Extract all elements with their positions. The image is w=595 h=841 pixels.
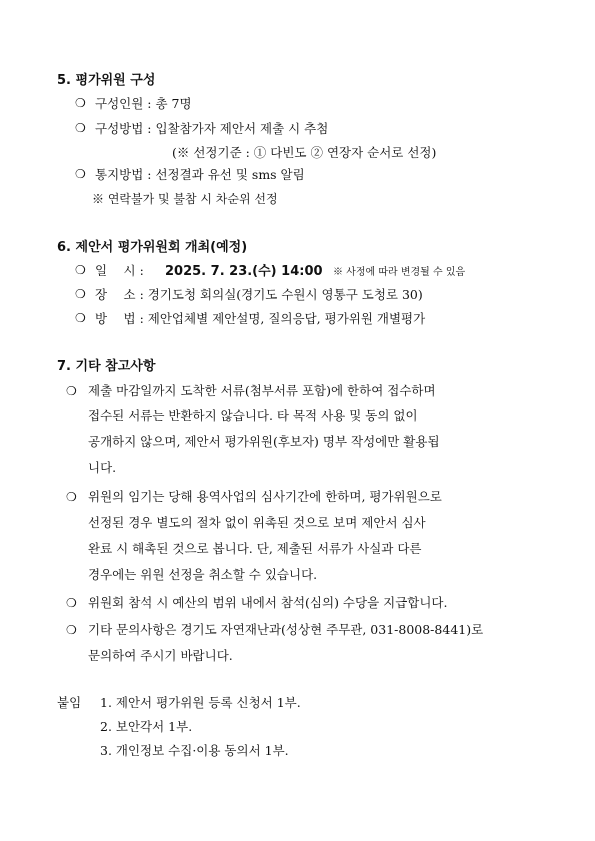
meeting-method: 방 법 : 제안업체별 제안설명, 질의응답, 평가위원 개별평가 [95,311,426,326]
note-2-line-1: 위원의 임기는 당해 용역사업의 심사기간에 한하며, 평가위원으로 [88,489,442,504]
note-1-line-2: 접수된 서류는 반환하지 않습니다. 타 목적 사용 및 동의 없이 [88,408,418,423]
attachment-3: 3. 개인정보 수집·이용 동의서 1부. [100,743,289,758]
note-4-line-2: 문의하여 주시기 바랍니다. [88,648,233,663]
attachment-label: 붙임 [57,695,82,710]
meeting-place: 장 소 : 경기도청 회의실(경기도 수원시 영통구 도청로 30) [95,287,423,302]
note-1-line-1: 제출 마감일까지 도착한 서류(첨부서류 포함)에 한하여 접수하며 [88,383,436,398]
bullet-icon: ❍ [75,121,86,135]
meeting-date-note: ※ 사정에 따라 변경될 수 있음 [333,267,466,278]
meeting-date-value: 2025. 7. 23.(수) 14:00 [165,264,323,279]
notification-note: ※ 연락불가 및 불참 시 차순위 선정 [92,192,278,206]
bullet-icon: ❍ [75,263,86,277]
bullet-icon: ❍ [66,490,77,504]
meeting-date-label: 일 시 : [95,263,144,278]
section-5-heading: 5. 평가위원 구성 [57,73,156,88]
attachment-1: 1. 제안서 평가위원 등록 신청서 1부. [100,695,301,710]
member-count: 구성인원 : 총 7명 [95,96,192,111]
bullet-icon: ❍ [75,96,86,110]
section-6-heading: 6. 제안서 평가위원회 개최(예정) [57,240,248,255]
note-3: 위원회 참석 시 예산의 범위 내에서 참석(심의) 수당을 지급합니다. [88,595,448,610]
selection-method: 구성방법 : 입찰참가자 제안서 제출 시 추첨 [95,121,329,136]
attachment-2: 2. 보안각서 1부. [100,719,193,734]
bullet-icon: ❍ [75,311,86,325]
note-1-line-4: 니다. [88,460,117,475]
bullet-icon: ❍ [66,623,77,637]
notification-method: 통지방법 : 선정결과 유선 및 sms 알림 [95,167,305,182]
bullet-icon: ❍ [75,287,86,301]
note-2-line-3: 완료 시 해촉된 것으로 봅니다. 단, 제출된 서류가 사실과 다른 [88,541,422,556]
note-1-line-3: 공개하지 않으며, 제안서 평가위원(후보자) 명부 작성에만 활용됩 [88,434,440,449]
bullet-icon: ❍ [66,596,77,610]
section-7-heading: 7. 기타 참고사항 [57,359,156,374]
note-2-line-2: 선정된 경우 별도의 절차 없이 위촉된 것으로 보며 제안서 심사 [88,515,426,530]
bullet-icon: ❍ [66,384,77,398]
note-2-line-4: 경우에는 위원 선정을 취소할 수 있습니다. [88,567,318,582]
selection-criteria-note: (※ 선정기준 : ① 다빈도 ② 연장자 순서로 선정) [172,145,437,160]
note-4-line-1: 기타 문의사항은 경기도 자연재난과(성상현 주무관, 031-8008-8441)로 [88,622,484,637]
bullet-icon: ❍ [75,167,86,181]
